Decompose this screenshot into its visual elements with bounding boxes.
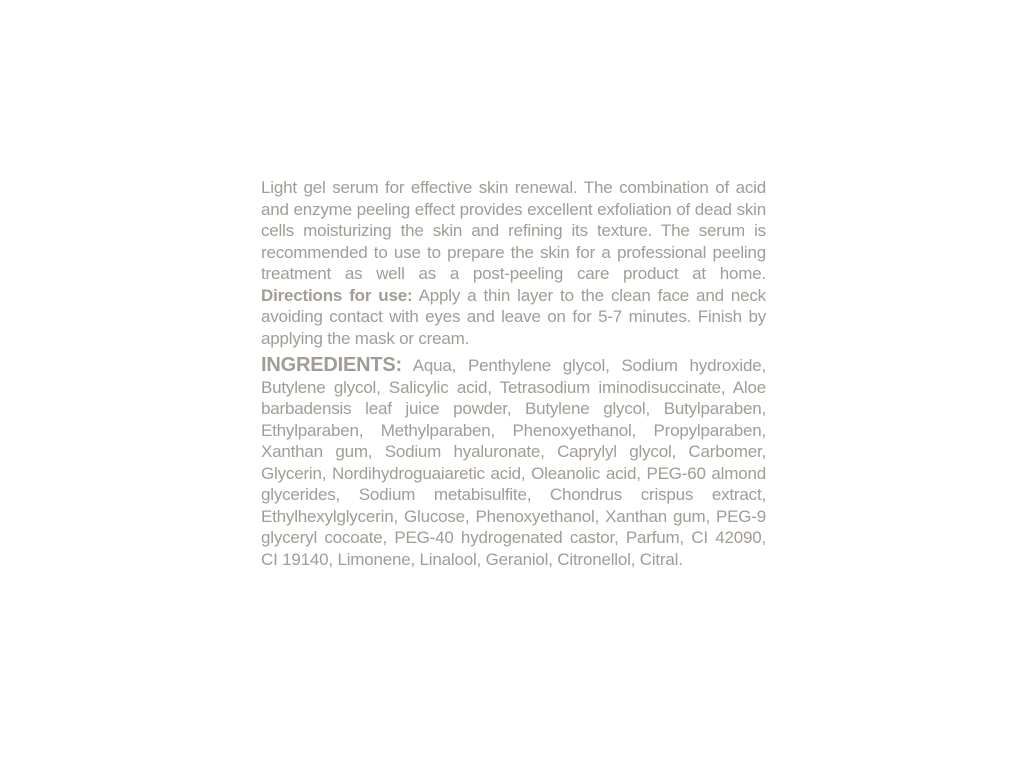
product-description (261, 177, 766, 349)
directions-text: Apply a thin layer to the clean face and neck avoiding contact with eyes and leave on for 5-7 minutes. Finish by applying the mask or cream. (261, 285, 766, 348)
ingredients-label: INGREDIENTS: (261, 354, 402, 376)
ingredients-text: Aqua, Penthylene glycol, Sodium hydroxide, Butylene glycol, Salicylic acid, Tetrasodium iminodisuccinate, Aloe barbadensis leaf juice powder, Butylene glycol, Butylparaben, Ethylparaben, Methylparaben, Phenoxyethanol, Propylparaben, Xanthan gum, Sodium hyaluronate, Caprylyl glycol, Carbomer, Glycerin, Nordihydroguaiaretic acid, Oleanolic acid, PEG-60 almond glycerides, Sodium metabisulfite, Chondrus crispus extract, Ethylhexylglycerin, Glucose, Phenoxyethanol, Xanthan gum, PEG-9 glyceryl cocoate, PEG-40 hydrogenated castor, Parfum, CI 42090, CI 19140, Limonene, Linalool, Geraniol, Citronellol, Citral. (261, 356, 766, 569)
description-intro: Light gel serum for effective skin renewal. The combination of acid and enzyme peeling effect provides excellent exfoliation of dead skin cells moisturizing the skin and refining its texture. The serum is recommended to use to prepare the skin for a professional peeling treatment as well as a post-peeling care product at home. (261, 178, 766, 283)
directions-label: Directions for use: (261, 285, 413, 305)
ingredients-section (261, 355, 766, 570)
product-text-block (261, 177, 766, 570)
